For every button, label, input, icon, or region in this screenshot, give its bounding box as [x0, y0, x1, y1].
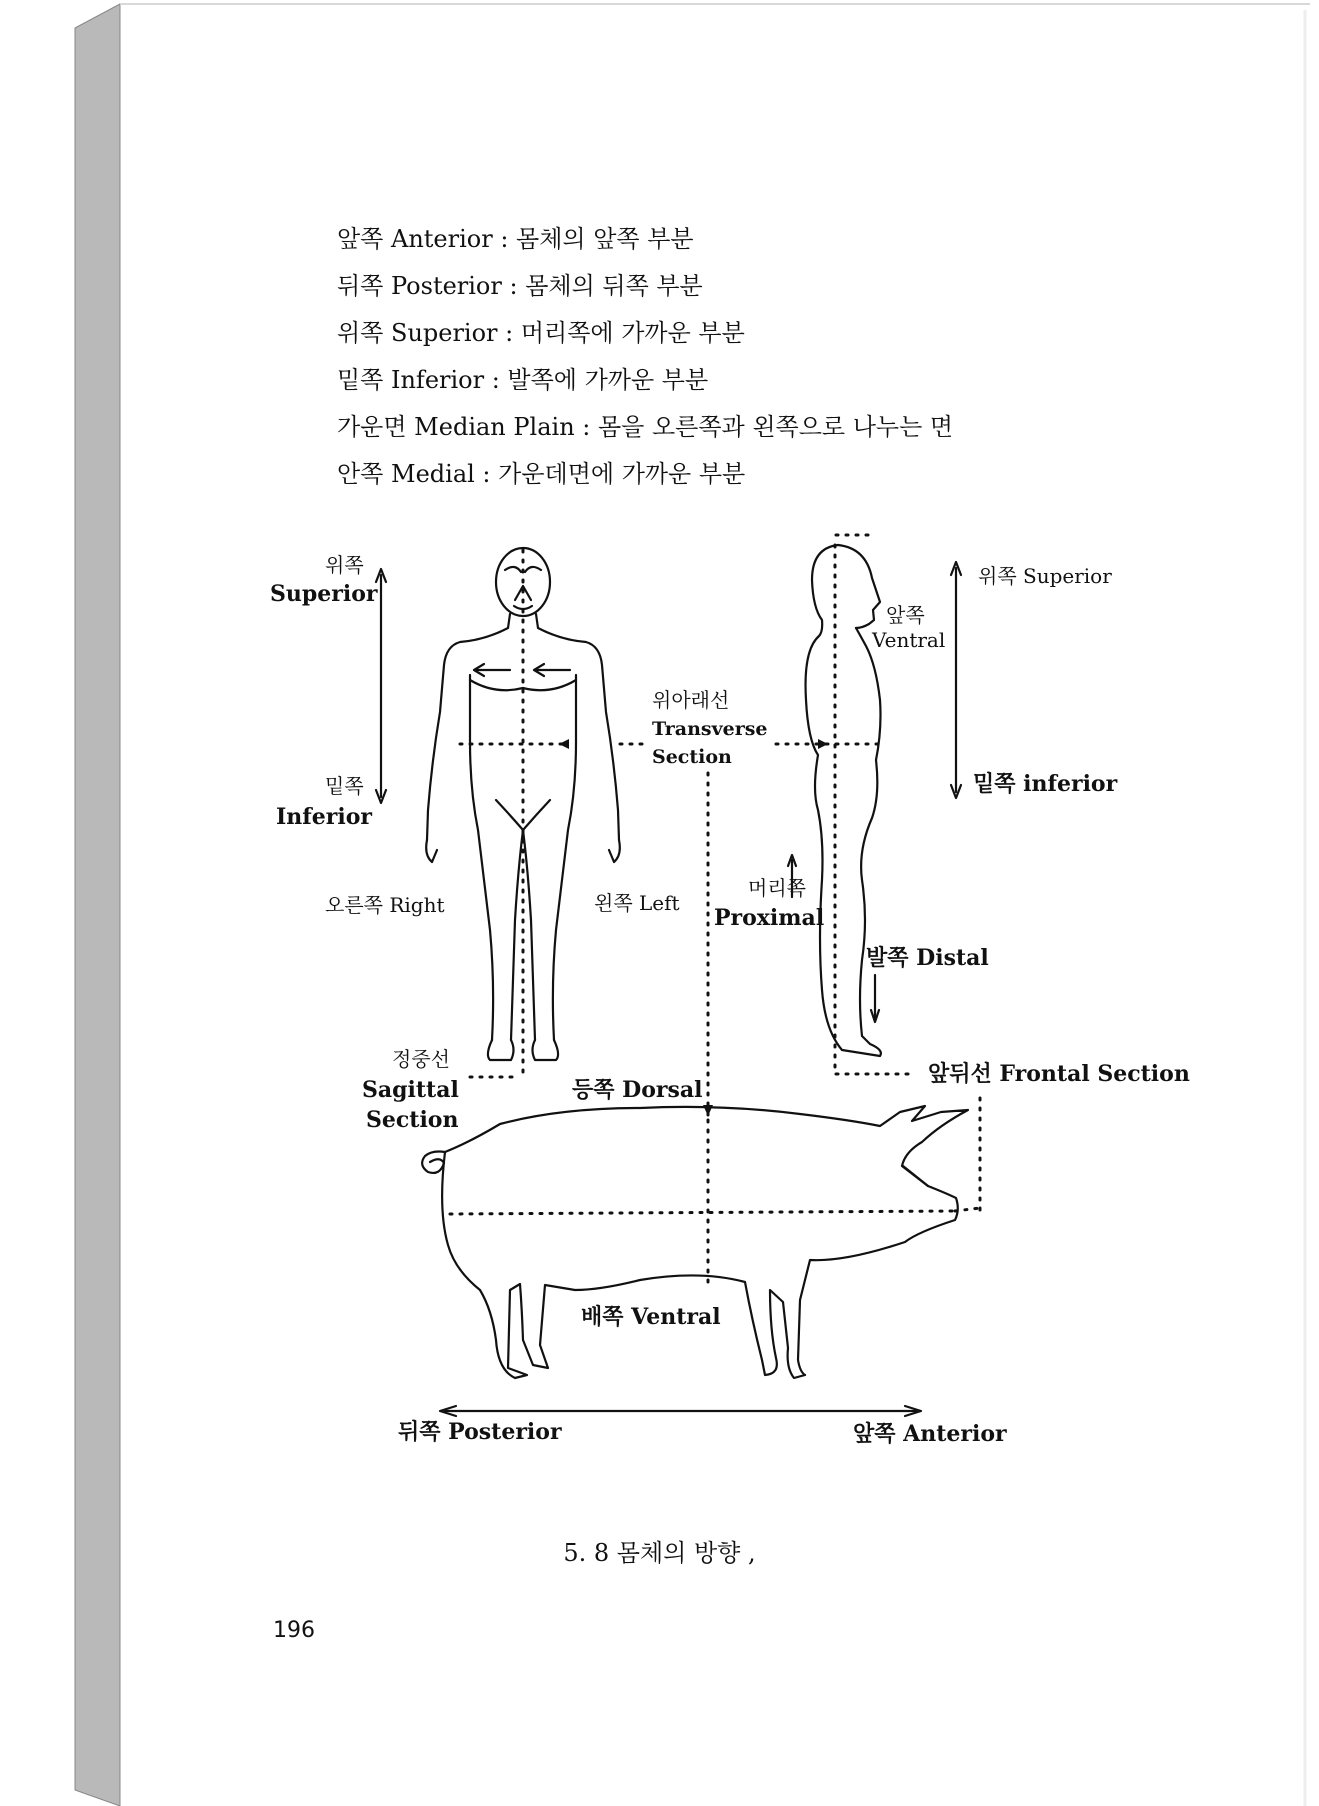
definition-medial: 안쪽 Medial : 가운데면에 가까운 부분 [337, 460, 746, 488]
label-posterior: 뒤쪽 Posterior [398, 1419, 562, 1445]
label-anterior: 앞쪽 Anterior [853, 1421, 1007, 1447]
figure-caption: 5. 8 몸체의 방향 , [563, 1539, 756, 1567]
label-side-ventral-ko: 앞쪽 [886, 603, 925, 627]
label-side-superior: 위쪽 Superior [978, 564, 1112, 588]
page-number: 196 [273, 1618, 315, 1643]
label-distal: 발쪽 Distal [866, 945, 989, 971]
label-transverse-ko: 위아래선 [652, 688, 730, 712]
definition-anterior: 앞쪽 Anterior : 몸체의 앞쪽 부분 [337, 225, 694, 253]
label-pig-ventral: 배쪽 Ventral [581, 1304, 721, 1330]
label-side-ventral-en: Ventral [872, 628, 946, 652]
label-front-inferior-en: Inferior [276, 804, 372, 830]
definitions-list [337, 219, 953, 501]
label-sagittal-en1: Sagittal [362, 1077, 459, 1103]
label-frontal-section: 앞뒤선 Frontal Section [928, 1061, 1190, 1087]
label-proximal-ko: 머리쪽 [748, 876, 806, 900]
definition-inferior: 밑쪽 Inferior : 발쪽에 가까운 부분 [337, 366, 709, 394]
definition-median-plain: 가운면 Median Plain : 몸을 오른쪽과 왼쪽으로 나누는 면 [337, 413, 954, 441]
label-dorsal: 등쪽 Dorsal [572, 1077, 703, 1103]
definition-posterior: 뒤쪽 Posterior : 몸체의 뒤쪽 부분 [337, 272, 703, 300]
label-sagittal-ko: 정중선 [392, 1047, 450, 1071]
label-transverse-en2: Section [652, 746, 732, 768]
label-left: 왼쪽 Left [594, 891, 680, 915]
label-sagittal-en2: Section [366, 1107, 459, 1133]
label-front-superior-en: Superior [270, 581, 378, 607]
label-side-inferior: 밑쪽 inferior [973, 771, 1118, 797]
definition-superior: 위쪽 Superior : 머리쪽에 가까운 부분 [337, 319, 745, 347]
label-front-inferior-ko: 밑쪽 [325, 774, 364, 798]
label-proximal-en: Proximal [714, 905, 825, 931]
label-transverse-en1: Transverse [652, 718, 768, 740]
label-front-superior-ko: 위쪽 [325, 553, 364, 577]
label-right: 오른쪽 Right [325, 893, 445, 917]
